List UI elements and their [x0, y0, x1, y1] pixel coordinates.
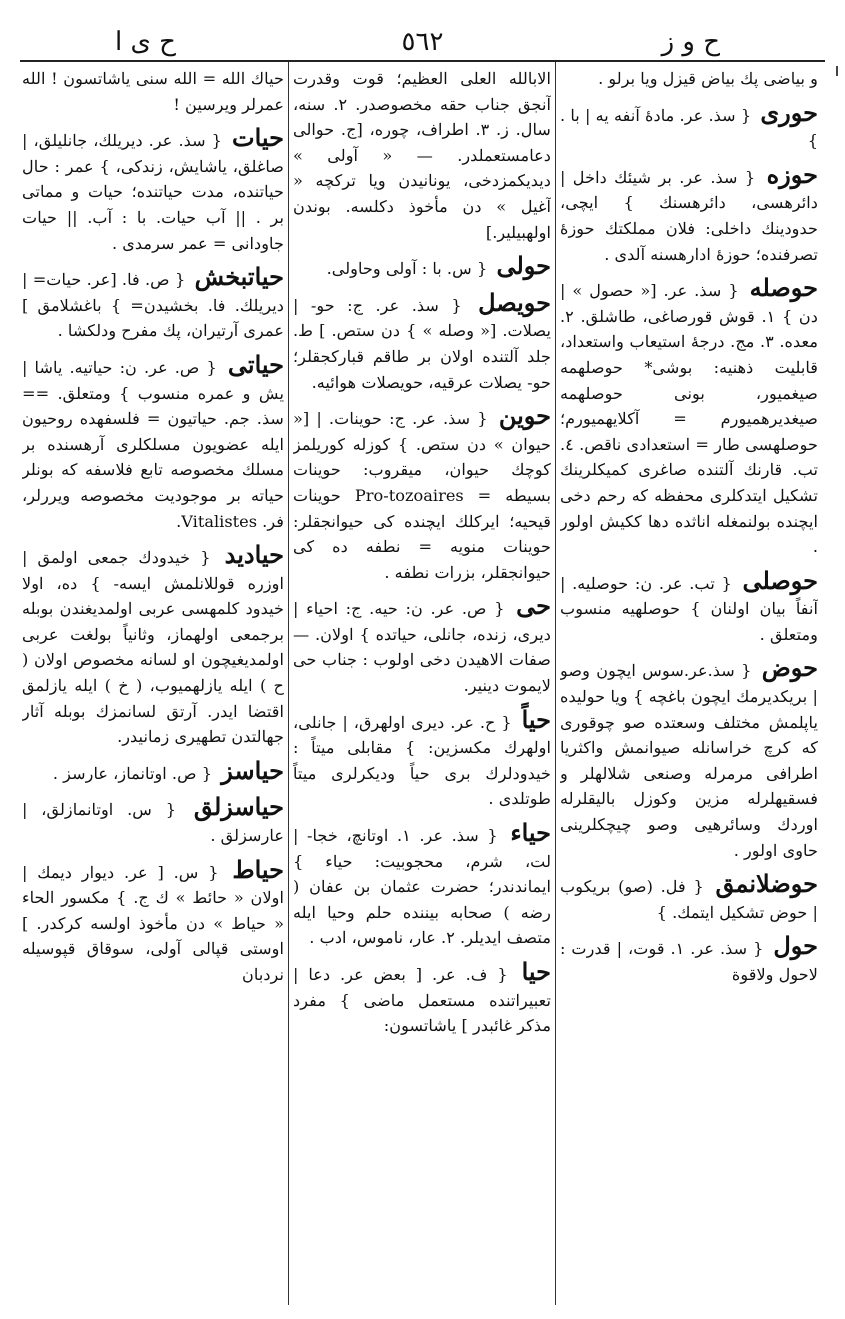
entry-headword: حیاسز [221, 755, 284, 785]
entry-headword: حول [773, 931, 818, 961]
entry-definition: { خیدودك جمعی اولمق | اوزره قوللانلمش ایسه- } ده، اولا خیدود كلمهسی عربی اولمدیغندن بوبله برجمعی اولهماز، وثانیاً بولغت عربی اولمدیغیچون او لسانه مخصوص اولان ( ح ) ایله یازلهمیوب، ( خ ) ایله یازلمق اقتضا ایدر. آرتق لسانمزك بوبله آثار جهالتدن تطهیری زمانیدر. [22, 548, 284, 747]
entry-definition: { سذ. عر. ج: حو- | یصلات. [« وصله » } دن ستص. ] ط. جلد آلتنده اولان بر طاقم قباركجقلر؛ حو- یصلات عرقیه، حویصلات هوائیه. [293, 295, 551, 392]
page-number: ٥٦٢ [401, 27, 444, 57]
entry-headword: حوری [760, 97, 818, 127]
margin-mark [836, 66, 842, 76]
entry-headword: حوض [761, 653, 818, 683]
header-guide-word-right: ح و ز [661, 27, 720, 57]
dictionary-entry [293, 66, 551, 245]
entry-definition: { سذ. عر. بر شیئك داخل | دائرهسی، دائرهسنك } ایچی، حدودینك داخلی: فلان مملكتك حوزهٔ تصرفنده؛ حوزهٔ ادارهسنه آلدی . [560, 167, 818, 264]
entry-definition: { سذ. عر. ١. اوتانچ، خجا- | لت، شرم، محجوبیت: حیاء } ایماندندر؛ حضرت عثمان بن عفان ( رضه ) صحابه بیننده حلم وحیا ایله متصف ایدیلر. ٢. عار، ناموس، ادب . [293, 826, 551, 948]
entry-definition: { ص. عر. ن: حیه. ج: احیاء | دیری، زنده، جانلی، حیاتده } اولان. — صفات الاهیدن دخی اولوب : جناب حی لایموت دینیر. [293, 599, 551, 696]
entry-definition: { تب. عر. ن: حوصلیه. | آنفاً بیان اولنان } حوصلهیه منسوب ومتعلق . [560, 573, 818, 644]
dictionary-entry [22, 66, 284, 117]
dictionary-entry [293, 818, 551, 951]
entry-definition: { سذ. عر. [« حصول » | دن } ١. قوش قورصاغی، طاشلق. ٢. معده. ٣. مج. درجهٔ استیعاب واستعداد، قابلیت ذهنیه: بوشی* حوصلهمه صیغمیور، بونی حوصلهمه صیغدیرهمیورم = آکلایهمیورم؛ حوصلهسی طار = استعدادی ناقص. ٤. تب. قارنك آلتنده صاغری كمیكلرینك تشكیل ایتدكلری محفظه كه رحم دخی ایچنده بولنمغله اناثده دها ككیش اولور . [560, 281, 818, 557]
entry-definition: { س. با : آولی وحاولی. [326, 259, 488, 279]
dictionary-entry [22, 262, 284, 344]
entry-headword: حویصل [478, 287, 551, 317]
dictionary-entry [293, 288, 551, 395]
entry-definition: { س. [ عر. دیوار دیمك | اولان « حائط » ك ج. } مكسور الحاء « حیاط » دن مأخوذ اولسه كركدر. ] اوستی قپالی آولی، سوقاق قپوسیله نردبان [22, 862, 284, 984]
dictionary-entry [560, 869, 818, 925]
entry-headword: حیادید [224, 540, 284, 570]
dictionary-entry [22, 792, 284, 848]
column-divider-left [288, 62, 289, 1305]
column-left [22, 66, 284, 1306]
entry-definition: حیاك الله = الله سنی یاشاتسون ! الله عمرلر ویرسین ! [22, 69, 284, 114]
dictionary-entry [22, 123, 284, 256]
entry-headword: حی [516, 591, 551, 621]
header-guide-word-left: ح ى ا [115, 27, 176, 57]
entry-definition: { ص. اوتانماز، عارسز . [52, 763, 213, 783]
entry-definition: { سذ. عر. ج: حوینات. | [« حیوان » دن ستص. } كوزله كوریلمز كوچك حیوان، میقروب: حوینات بسیطه = Pro-tozoaires حوینات قیحیه؛ ایركلك ایچنده كی حیوانجقلر: حوینات منویه = نطفه ده كی حیوانجقلر، بزرات نطفه . [293, 409, 551, 582]
dictionary-entry [22, 350, 284, 534]
dictionary-entry [22, 855, 284, 988]
dictionary-entry [560, 98, 818, 154]
dictionary-entry [22, 540, 284, 750]
dictionary-entry [293, 957, 551, 1039]
dictionary-entry [560, 931, 818, 987]
entry-headword: حوزه [766, 159, 818, 189]
entry-headword: حیاء [510, 818, 551, 848]
entry-definition: الابالله العلی العظیم؛ قوت وقدرت آنجق جناب حقه مخصوصدر. ٢. سنه، سال. ز. ٣. اطراف، چوره، [ج. حوالی دعامستعملدر. — « آولی » دیدیكمزدخی، یونانیدن ویا تركچه « آغیل » دن مأخوذ دكلسه. بوندن اولهبیلیر.] [293, 69, 551, 242]
entry-definition: { ح. عر. دیری اولهرق، | جانلی، اولهرك مكسزین: } مقابلی میتاً : خیدودلرك بری حیاً ودیكرلری میتاً طوتلدی . [293, 712, 551, 809]
dictionary-entry [293, 401, 551, 585]
entry-headword: حیاط [232, 854, 284, 884]
column-right [560, 66, 818, 1306]
entry-definition: { سذ. عر. ١. قوت، | قدرت : لاحول ولاقوة [560, 939, 818, 984]
dictionary-entry [560, 160, 818, 267]
dictionary-entry [560, 66, 818, 92]
entry-definition: { سذ. عر. مادهٔ آنفه یه | با . } [560, 105, 818, 151]
entry-definition: { سذ.عر.سوس ایچون وصو | بریكدیرمك ایچون باغچه } ویا حولیده یاپلمش مختلف وسعتده صو چوقوری كه كرچ خراسانله صیوانمش واكثریا اطرافی مرمرله وصنعی شلالهلر و فسقیهلرله مزین وكوزل بالیقلرله اوردك وسائرهیی وصو چیچكلرینی حاوی اولور . [560, 661, 818, 860]
column-divider-right [555, 62, 556, 1305]
column-middle [293, 66, 551, 1306]
dictionary-entry [560, 566, 818, 648]
entry-headword: حوضلانمق [715, 869, 818, 899]
dictionary-entry [22, 756, 284, 787]
entry-definition: و بیاضی پك بیاض قیزل ویا برلو . [598, 69, 818, 88]
entry-definition: { ف. عر. [ بعض عر. دعا | تعبیراتنده مستعمل ماضی } مفرد مذكر غائبدر ] یاشاتسون: [293, 965, 551, 1036]
entry-headword: حولی [496, 251, 551, 281]
entry-headword: حیاً [521, 704, 551, 734]
header-rule [20, 60, 825, 62]
dictionary-entry [293, 251, 551, 282]
dictionary-entry [293, 591, 551, 698]
entry-definition: { ص. فا. [عر. حیات= | دیریلك. فا. بخشیدن= } باغشلامق ] عمری آرتیران، پك مفرح ودلكشا . [22, 270, 284, 341]
entry-headword: حوصلی [742, 565, 818, 595]
entry-headword: حوین [498, 401, 551, 431]
entry-headword: حوصله [749, 273, 818, 303]
entry-headword: حیا [521, 957, 551, 986]
entry-definition: { فل. (صو) بریكوب | حوض تشكیل ایتمك. } [560, 877, 818, 922]
entry-headword: حیات [232, 123, 284, 153]
dictionary-entry [560, 273, 818, 560]
entry-headword: حیاتی [227, 349, 284, 379]
entry-definition: { س. اوتانمازلق، | عارسزلق . [22, 800, 284, 846]
entry-headword: حیاسزلق [193, 792, 284, 822]
entry-headword: حیاتبخش [194, 262, 284, 292]
page-header [20, 24, 825, 60]
entry-definition: { سذ. عر. دیریلك، جانلیلق، | صاغلق، یاشایش، زندكی، } عمر : حال حیاتنده، مدت حیاتنده؛ حیات و مماتی بر . || آب حیات. با : آب. || حیات جاودانی = عمر سرمدی . [22, 131, 284, 253]
dictionary-entry [560, 653, 818, 863]
entry-definition: { ص. عر. ن: حیاتیه. یاشا | یش و عمره منسوب } ومتعلق. == سذ. جم. حیاتیون = فلسفهده روحیون ایله عضویون مسلكلری آرهسنده بر مسلك مخصوصه تابع فلاسفه كه بونلر حیاته بر موجودیت مخصوصه ویررلر، فر. Vitalistes. [22, 357, 284, 531]
dictionary-entry [293, 705, 551, 812]
